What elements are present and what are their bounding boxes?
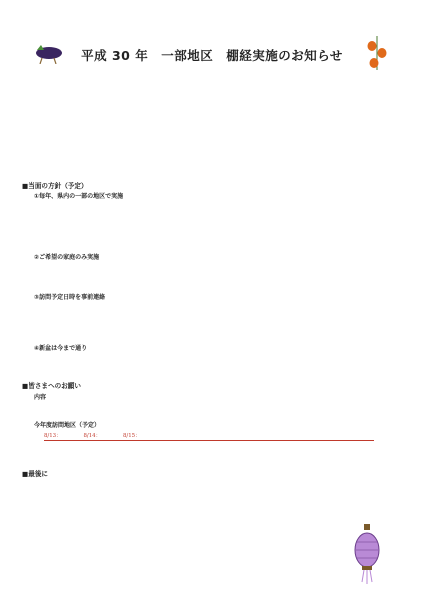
policy-item-3-heading: ③訪問予定日時を事前連絡 [34, 294, 106, 301]
request-content-heading: 内容 [34, 394, 47, 401]
intro-paragraph [28, 84, 396, 144]
schedule-underline [44, 440, 374, 441]
page-title: 平成 30 年 一部地区 棚経実施のお知らせ [81, 48, 343, 63]
bon-lantern-icon [352, 524, 382, 584]
schedule-date-2: 8/14： [83, 433, 101, 439]
physalis-lantern-icon [366, 36, 388, 74]
section-heading-request: ■皆さまへのお願い [22, 382, 81, 390]
section-heading-policy: ■当面の方針（予定） [22, 182, 88, 190]
policy-item-2-heading: ②ご希望の家庭のみ実施 [34, 254, 100, 261]
schedule-heading: 今年度訪問地区（予定） [34, 422, 101, 429]
section-heading-closing: ■最後に [22, 470, 49, 478]
schedule-date-3: 8/15： [123, 433, 141, 439]
policy-item-1-heading: ①毎年、県内の一部の地区で実施 [34, 193, 124, 200]
policy-item-4-heading: ④新盆は今まで通り [34, 345, 88, 352]
schedule-date-1: 8/13： [44, 433, 62, 439]
schedule-dates [44, 431, 374, 439]
